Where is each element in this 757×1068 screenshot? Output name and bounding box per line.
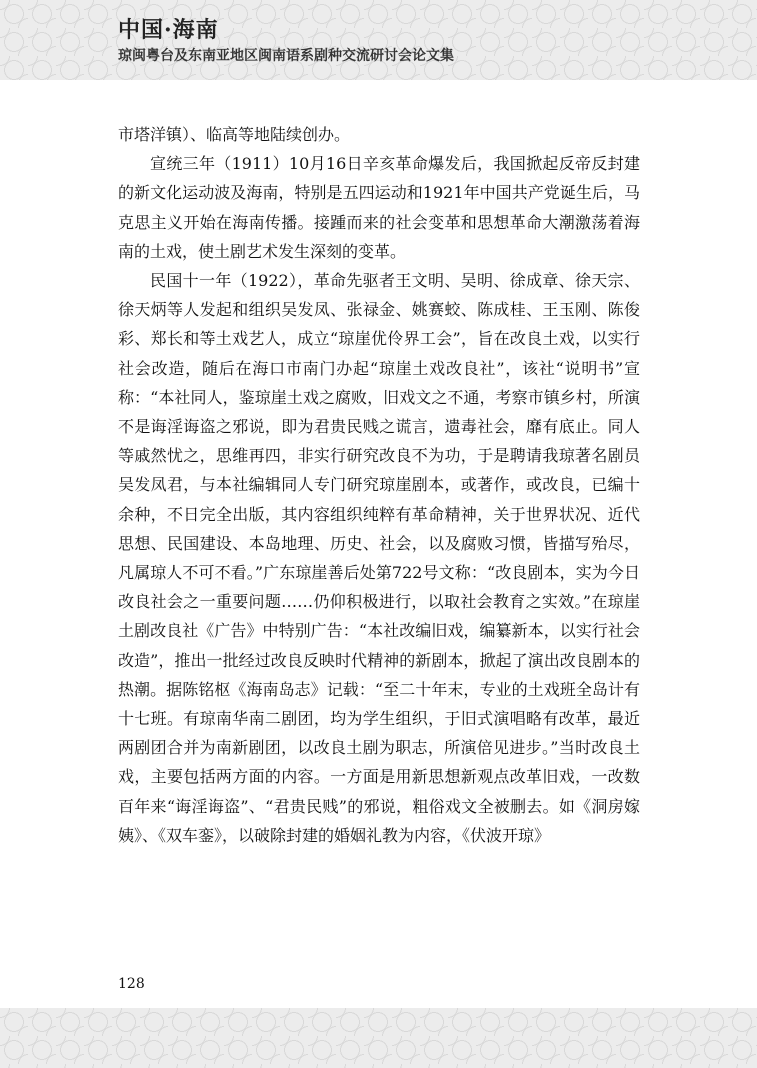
paragraph-2: 宣统三年（1911）10月16日辛亥革命爆发后，我国掀起反帝反封建的新文化运动波及海南，特别是五四运动和1921年中国共产党诞生后，马克思主义开始在海南传播。接踵而来的社会变革和思想革命大潮激荡着海南的土戏，使土剧艺术发生深刻的变革。 (118, 154, 640, 261)
header-band (0, 0, 757, 80)
book-title: 中国·海南 (118, 17, 219, 43)
book-subtitle: 琼闽粤台及东南亚地区闽南语系剧种交流研讨会论文集 (118, 48, 454, 64)
paragraph-1: 市塔洋镇）、临高等地陆续创办。 (118, 125, 351, 144)
footer-band (0, 1008, 757, 1068)
paragraph-3: 民国十一年（1922），革命先驱者王文明、吴明、徐成章、徐天宗、徐天炳等人发起和组织吴发凤、张禄金、姚赛蛟、陈成桂、王玉刚、陈俊彩、郑长和等土戏艺人，成立“琼崖优伶界工会”，旨在改良土戏，以实行社会改造，随后在海口市南门办起“琼崖土戏改良社”，该社“说明书”宣称：“本社同人，鉴琼崖土戏之腐败，旧戏文之不通，考察市镇乡村，所演不是诲淫诲盗之邪说，即为君贵民贱之谎言，遗毒社会，靡有底止。同人等戚然忧之，思维再四，非实行研究改良不为功，于是聘请我琼著名剧员吴发凤君，与本社编辑同人专门研究琼崖剧本，或著作，或改良，已编十余种，不日完全出版，其内容组织纯粹有革命精神，关于世界状况、近代思想、民国建设、本岛地理、历史、社会，以及腐败习惯，皆描写殆尽，凡属琼人不可不看。”广东琼崖善后处第722号文称：“改良剧本，实为今日改良社会之一重要问题……仍仰积极进行，以取社会教育之实效。”在琼崖土剧改良社《广告》中特别广告：“本社改编旧戏，编纂新本，以实行社会改造”，推出一批经过改良反映时代精神的新剧本，掀起了演出改良剧本的热潮。据陈铭枢《海南岛志》记载：“至二十年末，专业的土戏班全岛计有十七班。有琼南华南二剧团，均为学生组织，于旧式演唱略有改革，最近两剧团合并为南新剧团，以改良土剧为职志，所演倍见进步。”当时改良土戏，主要包括两方面的内容。一方面是用新思想新观点改革旧戏，一改数百年来“诲淫诲盗”、“君贵民贱”的邪说，粗俗戏文全被删去。如《洞房嫁姨》、《双车銮》，以破除封建的婚姻礼教为内容，《伏波开琼》 (118, 271, 640, 845)
page-number: 128 (118, 976, 145, 992)
body-text (118, 120, 640, 850)
running-header (118, 16, 454, 66)
